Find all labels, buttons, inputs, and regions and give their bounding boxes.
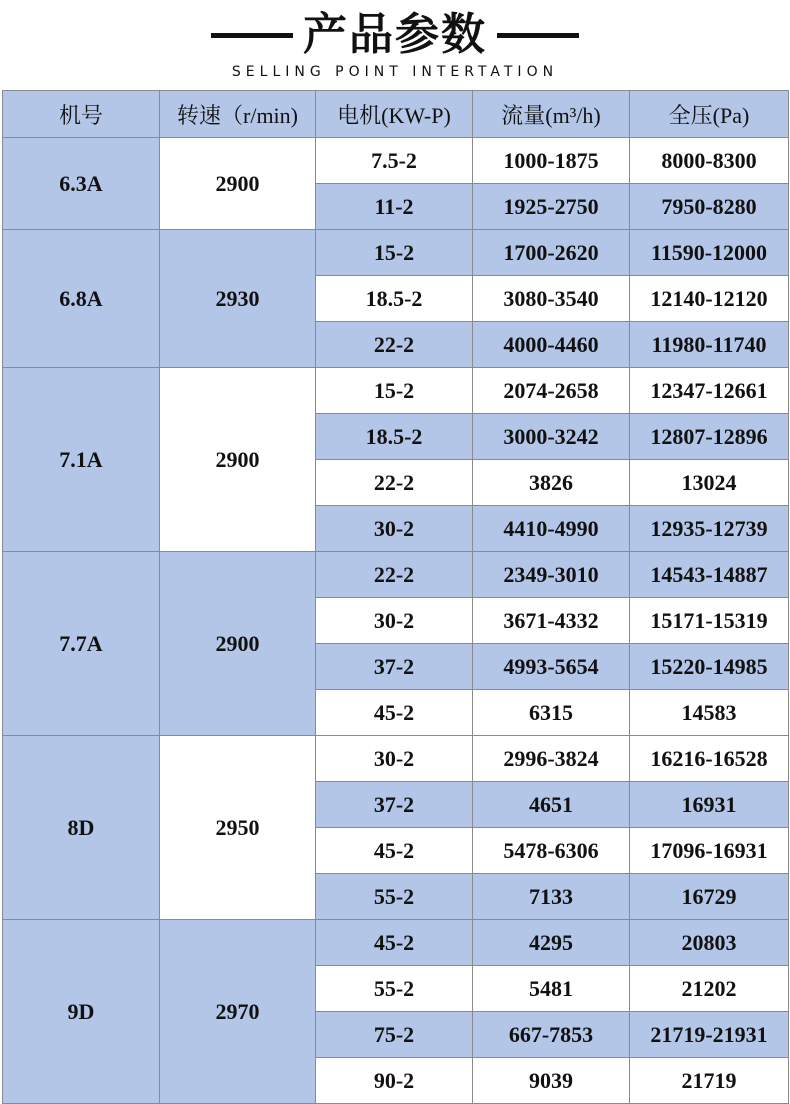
speed-cell: 2900 bbox=[160, 552, 316, 736]
flow-cell: 5478-6306 bbox=[473, 828, 630, 874]
motor-cell: 11-2 bbox=[316, 184, 473, 230]
pressure-cell: 14543-14887 bbox=[630, 552, 789, 598]
model-cell: 6.8A bbox=[3, 230, 160, 368]
flow-cell: 2349-3010 bbox=[473, 552, 630, 598]
speed-cell: 2970 bbox=[160, 920, 316, 1104]
pressure-cell: 14583 bbox=[630, 690, 789, 736]
pressure-cell: 12347-12661 bbox=[630, 368, 789, 414]
column-header-motor: 电机(KW-P) bbox=[316, 91, 473, 138]
column-header-pressure: 全压(Pa) bbox=[630, 91, 789, 138]
table-row bbox=[3, 920, 789, 966]
pressure-cell: 7950-8280 bbox=[630, 184, 789, 230]
flow-cell: 6315 bbox=[473, 690, 630, 736]
table-row bbox=[3, 552, 789, 598]
page-subtitle: SELLING POINT INTERTATION bbox=[231, 64, 559, 80]
spec-table-body bbox=[3, 138, 789, 1104]
flow-cell: 1925-2750 bbox=[473, 184, 630, 230]
flow-cell: 2074-2658 bbox=[473, 368, 630, 414]
motor-cell: 30-2 bbox=[316, 506, 473, 552]
model-cell: 6.3A bbox=[3, 138, 160, 230]
pressure-cell: 15220-14985 bbox=[630, 644, 789, 690]
table-row bbox=[3, 368, 789, 414]
title-right-rule bbox=[497, 33, 579, 38]
pressure-cell: 12807-12896 bbox=[630, 414, 789, 460]
pressure-cell: 17096-16931 bbox=[630, 828, 789, 874]
speed-cell: 2950 bbox=[160, 736, 316, 920]
motor-cell: 45-2 bbox=[316, 690, 473, 736]
motor-cell: 45-2 bbox=[316, 828, 473, 874]
flow-cell: 2996-3824 bbox=[473, 736, 630, 782]
motor-cell: 15-2 bbox=[316, 368, 473, 414]
flow-cell: 7133 bbox=[473, 874, 630, 920]
pressure-cell: 20803 bbox=[630, 920, 789, 966]
pressure-cell: 13024 bbox=[630, 460, 789, 506]
motor-cell: 22-2 bbox=[316, 322, 473, 368]
title-row bbox=[0, 6, 790, 64]
pressure-cell: 16216-16528 bbox=[630, 736, 789, 782]
flow-cell: 5481 bbox=[473, 966, 630, 1012]
pressure-cell: 21719 bbox=[630, 1058, 789, 1104]
model-cell: 7.1A bbox=[3, 368, 160, 552]
pressure-cell: 12935-12739 bbox=[630, 506, 789, 552]
motor-cell: 7.5-2 bbox=[316, 138, 473, 184]
column-header-flow: 流量(m³/h) bbox=[473, 91, 630, 138]
pressure-cell: 12140-12120 bbox=[630, 276, 789, 322]
flow-cell: 4000-4460 bbox=[473, 322, 630, 368]
flow-cell: 4993-5654 bbox=[473, 644, 630, 690]
flow-cell: 3671-4332 bbox=[473, 598, 630, 644]
motor-cell: 30-2 bbox=[316, 598, 473, 644]
flow-cell: 9039 bbox=[473, 1058, 630, 1104]
motor-cell: 22-2 bbox=[316, 552, 473, 598]
pressure-cell: 16729 bbox=[630, 874, 789, 920]
flow-cell: 3000-3242 bbox=[473, 414, 630, 460]
motor-cell: 15-2 bbox=[316, 230, 473, 276]
flow-cell: 667-7853 bbox=[473, 1012, 630, 1058]
flow-cell: 1700-2620 bbox=[473, 230, 630, 276]
pressure-cell: 16931 bbox=[630, 782, 789, 828]
column-header-speed: 转速（r/min) bbox=[160, 91, 316, 138]
motor-cell: 18.5-2 bbox=[316, 414, 473, 460]
speed-cell: 2930 bbox=[160, 230, 316, 368]
motor-cell: 37-2 bbox=[316, 644, 473, 690]
table-row bbox=[3, 230, 789, 276]
spec-table-head bbox=[3, 91, 789, 138]
motor-cell: 45-2 bbox=[316, 920, 473, 966]
speed-cell: 2900 bbox=[160, 368, 316, 552]
motor-cell: 37-2 bbox=[316, 782, 473, 828]
motor-cell: 75-2 bbox=[316, 1012, 473, 1058]
flow-cell: 4651 bbox=[473, 782, 630, 828]
flow-cell: 4410-4990 bbox=[473, 506, 630, 552]
pressure-cell: 11980-11740 bbox=[630, 322, 789, 368]
title-left-rule bbox=[211, 33, 293, 38]
model-cell: 7.7A bbox=[3, 552, 160, 736]
speed-cell: 2900 bbox=[160, 138, 316, 230]
flow-cell: 3080-3540 bbox=[473, 276, 630, 322]
page-title: 产品参数 bbox=[303, 9, 487, 60]
page-header bbox=[0, 0, 790, 90]
header-row bbox=[3, 91, 789, 138]
flow-cell: 4295 bbox=[473, 920, 630, 966]
model-cell: 9D bbox=[3, 920, 160, 1104]
motor-cell: 30-2 bbox=[316, 736, 473, 782]
spec-table bbox=[2, 90, 789, 1104]
motor-cell: 22-2 bbox=[316, 460, 473, 506]
table-row bbox=[3, 138, 789, 184]
pressure-cell: 8000-8300 bbox=[630, 138, 789, 184]
table-row bbox=[3, 736, 789, 782]
pressure-cell: 15171-15319 bbox=[630, 598, 789, 644]
flow-cell: 1000-1875 bbox=[473, 138, 630, 184]
motor-cell: 55-2 bbox=[316, 966, 473, 1012]
pressure-cell: 11590-12000 bbox=[630, 230, 789, 276]
pressure-cell: 21719-21931 bbox=[630, 1012, 789, 1058]
pressure-cell: 21202 bbox=[630, 966, 789, 1012]
column-header-model: 机号 bbox=[3, 91, 160, 138]
flow-cell: 3826 bbox=[473, 460, 630, 506]
motor-cell: 18.5-2 bbox=[316, 276, 473, 322]
motor-cell: 90-2 bbox=[316, 1058, 473, 1104]
motor-cell: 55-2 bbox=[316, 874, 473, 920]
model-cell: 8D bbox=[3, 736, 160, 920]
